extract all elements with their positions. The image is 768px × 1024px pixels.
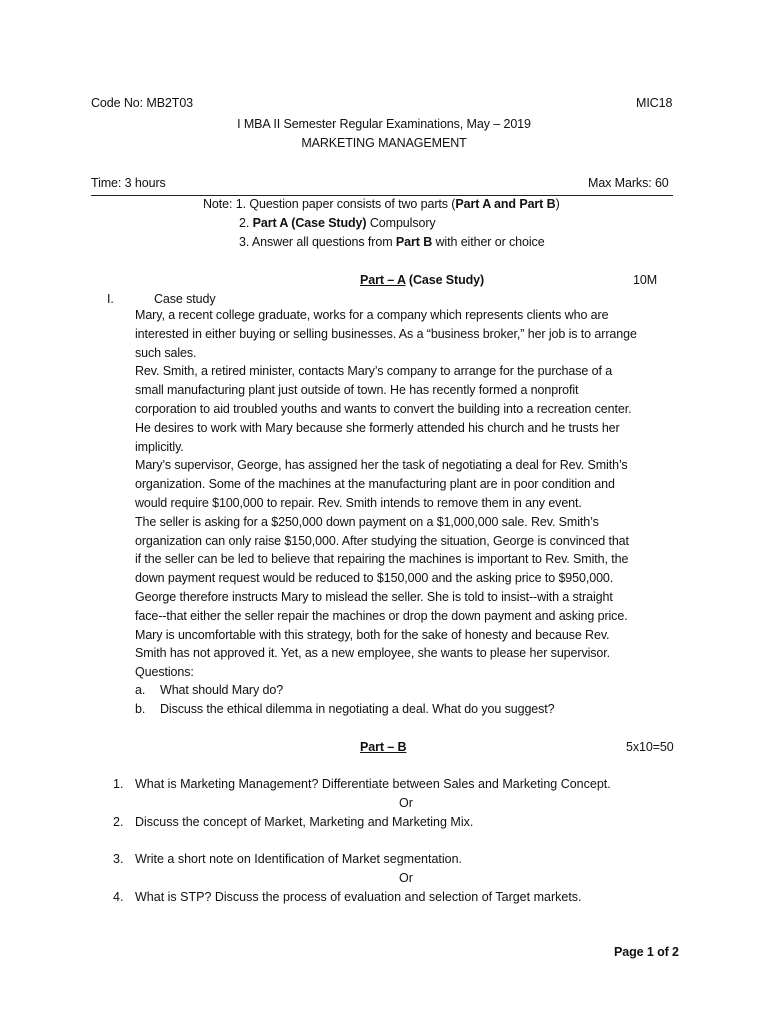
case-line: implicitly. — [135, 439, 184, 454]
case-line: George therefore instructs Mary to mislead the seller. She is told to insist--with a straight — [135, 589, 613, 604]
case-line: face--that either the seller repair the machines or drop the down payment and asking price. — [135, 608, 628, 623]
case-line: down payment request would be reduced to $150,000 and the asking price to $950,000. — [135, 571, 614, 586]
note-3-text: 3. Answer all questions from — [239, 235, 396, 249]
page-number: Page 1 of 2 — [614, 945, 679, 959]
note-1-suffix: ) — [555, 197, 560, 211]
note-2-bold: Part A (Case Study) — [252, 216, 367, 230]
part-b-question-2 — [113, 813, 713, 832]
note-line-2 — [239, 214, 436, 233]
note-2-suffix: Compulsory — [366, 216, 436, 230]
case-question-label: b. — [135, 702, 146, 716]
question-text: Write a short note on Identification of Market segmentation. — [135, 852, 463, 866]
case-study-label: Case study — [154, 292, 216, 306]
case-line: organization can only raise $150,000. After studying the situation, George is convinced that — [135, 533, 629, 548]
part-b-marks: 5x10=50 — [626, 740, 674, 754]
case-line: interested in either buying or selling businesses. As a “business broker,” her job is to arrange — [135, 326, 637, 341]
case-line: The seller is asking for a $250,000 down payment on a $1,000,000 sale. Rev. Smith’s — [135, 514, 599, 529]
part-a-title-rest: (Case Study) — [405, 273, 485, 287]
question-number: 2. — [113, 815, 124, 829]
case-line: organization. Some of the machines at the manufacturing plant are in poor condition and — [135, 477, 615, 492]
question-number: 1. — [113, 777, 124, 791]
time-allowed: Time: 3 hours — [91, 176, 166, 190]
note-1-text: Note: 1. Question paper consists of two parts ( — [203, 197, 456, 211]
note-2-text: 2. — [239, 216, 253, 230]
case-question-a — [135, 681, 283, 700]
case-line: Mary is uncomfortable with this strategy, both for the sake of honesty and because Rev. — [135, 627, 610, 642]
case-line: He desires to work with Mary because she formerly attended his church and he trusts her — [135, 420, 620, 435]
part-a-title-underlined: Part – A — [360, 273, 406, 287]
paper-code: MIC18 — [636, 96, 673, 110]
question-text: Discuss the concept of Market, Marketing and Marketing Mix. — [135, 815, 474, 829]
case-line: such sales. — [135, 345, 197, 360]
note-1-bold: Part A and Part B — [455, 197, 556, 211]
case-study-paragraph — [135, 306, 695, 682]
case-line: corporation to aid troubled youths and wants to convert the building into a recreation center. — [135, 401, 632, 416]
max-marks: Max Marks: 60 — [588, 176, 669, 190]
case-line: if the seller can be led to believe that repairing the machines is important to Rev. Smith, the — [135, 552, 629, 567]
note-line-3 — [239, 233, 545, 252]
case-line: Mary’s supervisor, George, has assigned her the task of negotiating a deal for Rev. Smith’s — [135, 458, 628, 473]
part-b-question-1 — [113, 775, 713, 794]
case-question-b — [135, 700, 555, 719]
case-line: Mary, a recent college graduate, works for a company which represents clients who are — [135, 308, 609, 322]
case-question-label: a. — [135, 683, 146, 697]
note-3-suffix: with either or choice — [432, 235, 545, 249]
exam-title: I MBA II Semester Regular Examinations, May – 2019 — [237, 117, 531, 131]
case-line: Smith has not approved it. Yet, as a new employee, she wants to please her supervisor. — [135, 646, 611, 661]
part-a-title — [360, 271, 484, 290]
case-line: Questions: — [135, 665, 194, 680]
question-number: 4. — [113, 890, 124, 904]
note-3-bold: Part B — [395, 235, 433, 249]
subject-title: MARKETING MANAGEMENT — [301, 136, 467, 150]
part-b-question-4 — [113, 888, 713, 907]
case-line: small manufacturing plant just outside of town. He has recently formed a nonprofit — [135, 383, 579, 398]
question-text: What is Marketing Management? Differentiate between Sales and Marketing Concept. — [135, 777, 611, 791]
note-line-1 — [203, 195, 560, 214]
part-a-marks: 10M — [633, 273, 658, 287]
or-separator: Or — [399, 796, 413, 810]
case-line: Rev. Smith, a retired minister, contacts Mary’s company to arrange for the purchase of a — [135, 364, 613, 379]
part-b-title: Part – B — [360, 740, 407, 754]
question-number: 3. — [113, 852, 124, 866]
case-question-text: Discuss the ethical dilemma in negotiating a deal. What do you suggest? — [160, 702, 555, 716]
case-question-text: What should Mary do? — [160, 683, 284, 697]
part-b-question-3 — [113, 850, 713, 869]
case-line: would require $100,000 to repair. Rev. Smith intends to remove them in any event. — [135, 495, 582, 510]
or-separator: Or — [399, 871, 413, 885]
part-a-roman-numeral: I. — [107, 292, 114, 306]
code-number: Code No: MB2T03 — [91, 96, 194, 110]
question-text: What is STP? Discuss the process of evaluation and selection of Target markets. — [135, 890, 582, 904]
